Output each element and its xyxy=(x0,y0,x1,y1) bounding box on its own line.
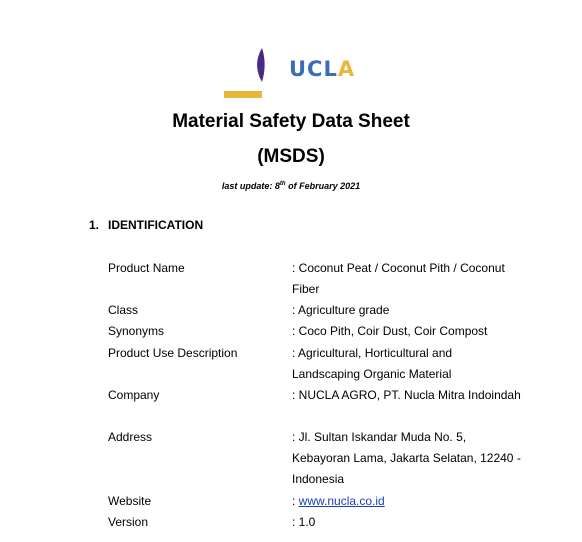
section-number: 1. xyxy=(89,218,100,232)
field-value xyxy=(292,491,522,512)
field-value: : Agriculture grade xyxy=(292,303,390,317)
field-value: : Coco Pith, Coir Dust, Coir Compost xyxy=(292,324,488,338)
last-update xyxy=(0,181,582,191)
field-value: : Jl. Sultan Iskandar Muda No. 5, Kebayoran Lama, Jakarta Selatan, 12240 - Indonesia xyxy=(292,430,521,486)
last-update-suffix: of February 2021 xyxy=(285,181,361,191)
field-value: : NUCLA AGRO, PT. Nucla Mitra Indoindah xyxy=(292,388,521,402)
field-label: Address xyxy=(108,430,153,444)
last-update-prefix: last update: 8 xyxy=(221,181,280,191)
field-value: : Coconut Peat / Coconut Pith / Coconut Fiber xyxy=(292,261,505,296)
field-value: : Agricultural, Horticultural and Landscaping Organic Material xyxy=(292,346,453,381)
field-label: Class xyxy=(108,303,139,317)
field-label: Product Use Description xyxy=(108,346,238,360)
field-value-prefix: : xyxy=(292,494,299,508)
logo-wordmark-accent: A xyxy=(337,57,356,81)
field-label: Product Name xyxy=(108,261,185,275)
field-label: Version xyxy=(108,515,149,529)
logo-wordmark xyxy=(289,57,355,81)
company-logo xyxy=(224,44,364,104)
field-label: Synonyms xyxy=(108,324,165,338)
website-link[interactable]: www.nucla.co.id xyxy=(298,494,385,508)
field-label: Website xyxy=(108,494,152,508)
section-title: IDENTIFICATION xyxy=(108,218,204,232)
field-value: : 1.0 xyxy=(292,515,316,529)
logo-wordmark-main: UCL xyxy=(289,57,338,81)
document-title: Material Safety Data Sheet xyxy=(172,111,410,132)
field-label: Company xyxy=(108,388,160,402)
last-update-ordinal: th xyxy=(279,181,286,187)
section-heading xyxy=(89,218,203,232)
document-subtitle: (MSDS) xyxy=(257,146,325,167)
